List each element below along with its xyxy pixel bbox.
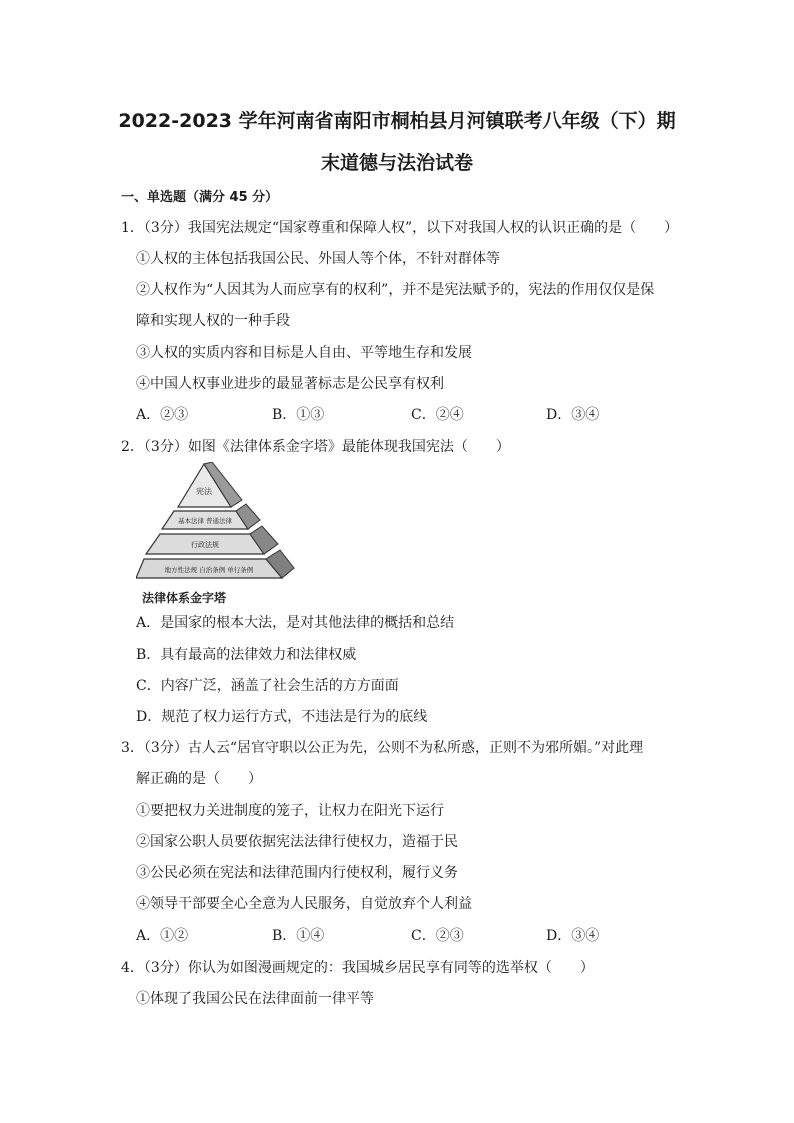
pyramid-level-3-label: 行政法规 bbox=[191, 541, 219, 549]
question-2-option-a: A．是国家的根本大法，是对其他法律的概括和总结 bbox=[136, 615, 455, 631]
question-3-item: ③公民必须在宪法和法律范围内行使权利，履行义务 bbox=[136, 865, 458, 881]
question-1-item: ④中国人权事业进步的最显著标志是公民享有权利 bbox=[136, 376, 444, 392]
question-3-stem: 3．（3分）古人云“居官守职以公正为先，公则不为私所惑，正则不为邪所媚。”对此理 bbox=[121, 740, 644, 756]
pyramid-level-1-label: 宪法 bbox=[196, 487, 212, 496]
question-4-item: ①体现了我国公民在法律面前一律平等 bbox=[136, 991, 374, 1007]
question-3-choice-b: B．①④ bbox=[272, 928, 325, 944]
question-1-item: ②人权作为“人因其为人而应享有的权利”，并不是宪法赋予的，宪法的作用仅仅是保 bbox=[136, 282, 655, 298]
pyramid-level-4-label: 地方性法规 自治条例 单行条例 bbox=[164, 566, 254, 574]
question-3-choice-d: D．③④ bbox=[546, 928, 600, 944]
question-4-stem: 4．（3分）你认为如图漫画规定的：我国城乡居民享有同等的选举权（ ） bbox=[121, 960, 594, 976]
question-1-item: 障和实现人权的一种手段 bbox=[136, 313, 290, 329]
question-3-stem-cont: 解正确的是（ ） bbox=[136, 771, 262, 787]
document-title-line-2: 末道德与法治试卷 bbox=[320, 152, 473, 174]
question-1-choice-a: A．②③ bbox=[136, 407, 189, 423]
question-1-choice-d: D．③④ bbox=[546, 407, 600, 423]
question-3-item: ④领导干部要全心全意为人民服务，自觉放弃个人利益 bbox=[136, 896, 472, 912]
document-title-line-1: 2022-2023 学年河南省南阳市桐柏县月河镇联考八年级（下）期 bbox=[118, 110, 676, 132]
question-1-item: ①人权的主体包括我国公民、外国人等个体，不针对群体等 bbox=[136, 251, 500, 267]
question-1-item: ③人权的实质内容和目标是人自由、平等地生存和发展 bbox=[136, 345, 472, 361]
question-1-choice-b: B．①③ bbox=[272, 407, 325, 423]
question-3-item: ②国家公职人员要依据宪法法律行使权力，造福于民 bbox=[136, 834, 458, 850]
question-3-choice-c: C．②③ bbox=[411, 928, 464, 944]
pyramid-level-2-label: 基本法律 普通法律 bbox=[177, 517, 233, 525]
question-3-choice-a: A．①② bbox=[136, 928, 189, 944]
question-2-option-c: C．内容广泛，涵盖了社会生活的方方面面 bbox=[136, 678, 399, 694]
section-heading: 一、单选题（满分 45 分） bbox=[121, 190, 279, 205]
question-2-option-b: B．具有最高的法律效力和法律权威 bbox=[136, 647, 357, 663]
question-3-item: ①要把权力关进制度的笼子，让权力在阳光下运行 bbox=[136, 803, 444, 819]
pyramid-caption: 法律体系金字塔 bbox=[142, 591, 227, 605]
law-pyramid-figure bbox=[136, 462, 296, 612]
question-1-stem: 1．（3分）我国宪法规定“国家尊重和保障人权”，以下对我国人权的认识正确的是（ ） bbox=[121, 220, 679, 236]
question-2-option-d: D．规范了权力运行方式，不违法是行为的底线 bbox=[136, 709, 428, 725]
question-1-choice-c: C．②④ bbox=[411, 407, 464, 423]
question-2-stem: 2．（3分）如图《法律体系金字塔》最能体现我国宪法（ ） bbox=[121, 439, 510, 455]
